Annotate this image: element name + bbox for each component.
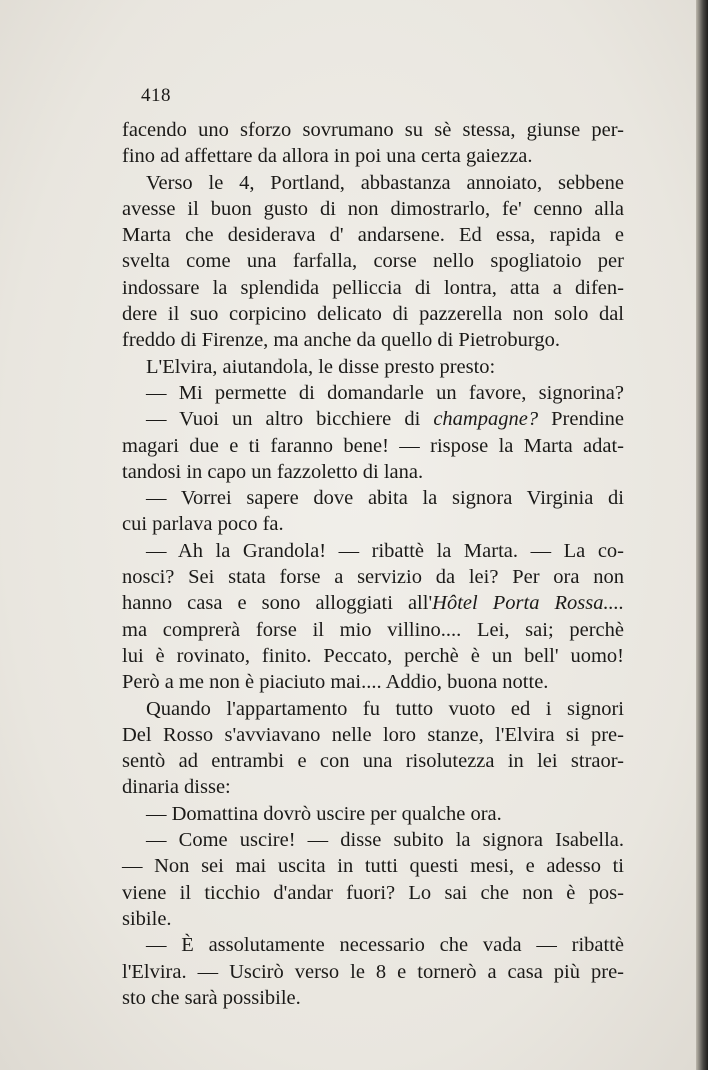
text-line: l'Elvira. — Uscirò verso le 8 e tornerò a casa più pre- bbox=[122, 960, 624, 983]
text-line: dere il suo corpicino delicato di pazzerella non solo dal bbox=[122, 303, 624, 326]
text-line: lui è rovinato, finito. Peccato, perchè è un bell' uomo! bbox=[122, 644, 624, 667]
text-line: — È assolutamente necessario che vada — ribattè bbox=[146, 934, 624, 957]
text-line: cui parlava poco fa. bbox=[122, 513, 284, 536]
text-line: L'Elvira, aiutandola, le disse presto presto: bbox=[146, 355, 496, 378]
text-line: Verso le 4, Portland, abbastanza annoiato, sebbene bbox=[146, 171, 624, 194]
text-line: svelta come una farfalla, corse nello spogliatoio per bbox=[122, 250, 624, 273]
line-segment: — Vuoi un altro bicchiere di bbox=[146, 408, 434, 431]
text-line: sibile. bbox=[122, 907, 172, 930]
text-line: magari due e ti faranno bene! — rispose la Marta adat- bbox=[122, 434, 624, 457]
text-line: Marta che desiderava d' andarsene. Ed essa, rapida e bbox=[122, 224, 624, 247]
text-line: freddo di Firenze, ma anche da quello di Pietroburgo. bbox=[122, 329, 560, 352]
body-text bbox=[122, 117, 624, 1011]
text-line: Però a me non è piaciuto mai.... Addio, buona notte. bbox=[122, 671, 549, 694]
page-number: 418 bbox=[141, 85, 171, 106]
text-line: sto che sarà possibile. bbox=[122, 986, 301, 1009]
text-line bbox=[122, 406, 624, 432]
text-line: — Mi permette di domandarle un favore, signorina? bbox=[146, 381, 624, 404]
text-line: avesse il buon gusto di non dimostrarlo, fe' cenno alla bbox=[122, 197, 624, 220]
text-line bbox=[122, 590, 624, 616]
line-segment: hanno casa e sono alloggiati all' bbox=[122, 592, 433, 615]
text-line: Quando l'appartamento fu tutto vuoto ed i signori bbox=[146, 697, 624, 720]
italic-word: champagne? bbox=[433, 408, 539, 431]
text-line: ma comprerà forse il mio villino.... Lei, sai; perchè bbox=[122, 618, 624, 641]
text-line: sentò ad entrambi e con una risolutezza in lei straor- bbox=[122, 750, 624, 773]
text-line: facendo uno sforzo sovrumano su sè stessa, giunse per- bbox=[122, 119, 624, 141]
line-segment: Prendine bbox=[538, 408, 624, 431]
text-line: dinaria disse: bbox=[122, 776, 231, 799]
binding-edge bbox=[696, 0, 708, 1070]
text-line: — Come uscire! — disse subito la signora Isabella. bbox=[146, 829, 624, 852]
text-line: — Vorrei sapere dove abita la signora Virginia di bbox=[146, 487, 624, 510]
text-line: tandosi in capo un fazzoletto di lana. bbox=[122, 460, 424, 483]
text-line: — Domattina dovrò uscire per qualche ora. bbox=[146, 802, 502, 825]
text-line: fino ad affettare da allora in poi una certa gaiezza. bbox=[122, 145, 533, 168]
text-line: indossare la splendida pelliccia di lontra, atta a difen- bbox=[122, 276, 624, 299]
text-line: Del Rosso s'avviavano nelle loro stanze, l'Elvira si pre- bbox=[122, 723, 624, 746]
italic-hotel-name: Hôtel Porta Rossa.... bbox=[432, 592, 625, 615]
text-line: — Non sei mai uscita in tutti questi mesi, e adesso ti bbox=[122, 855, 624, 878]
text-line: viene il ticchio d'andar fuori? Lo sai che non è pos- bbox=[122, 881, 624, 904]
text-line: nosci? Sei stata forse a servizio da lei? Per ora non bbox=[122, 566, 624, 589]
text-line: — Ah la Grandola! — ribattè la Marta. — La co- bbox=[146, 539, 624, 562]
